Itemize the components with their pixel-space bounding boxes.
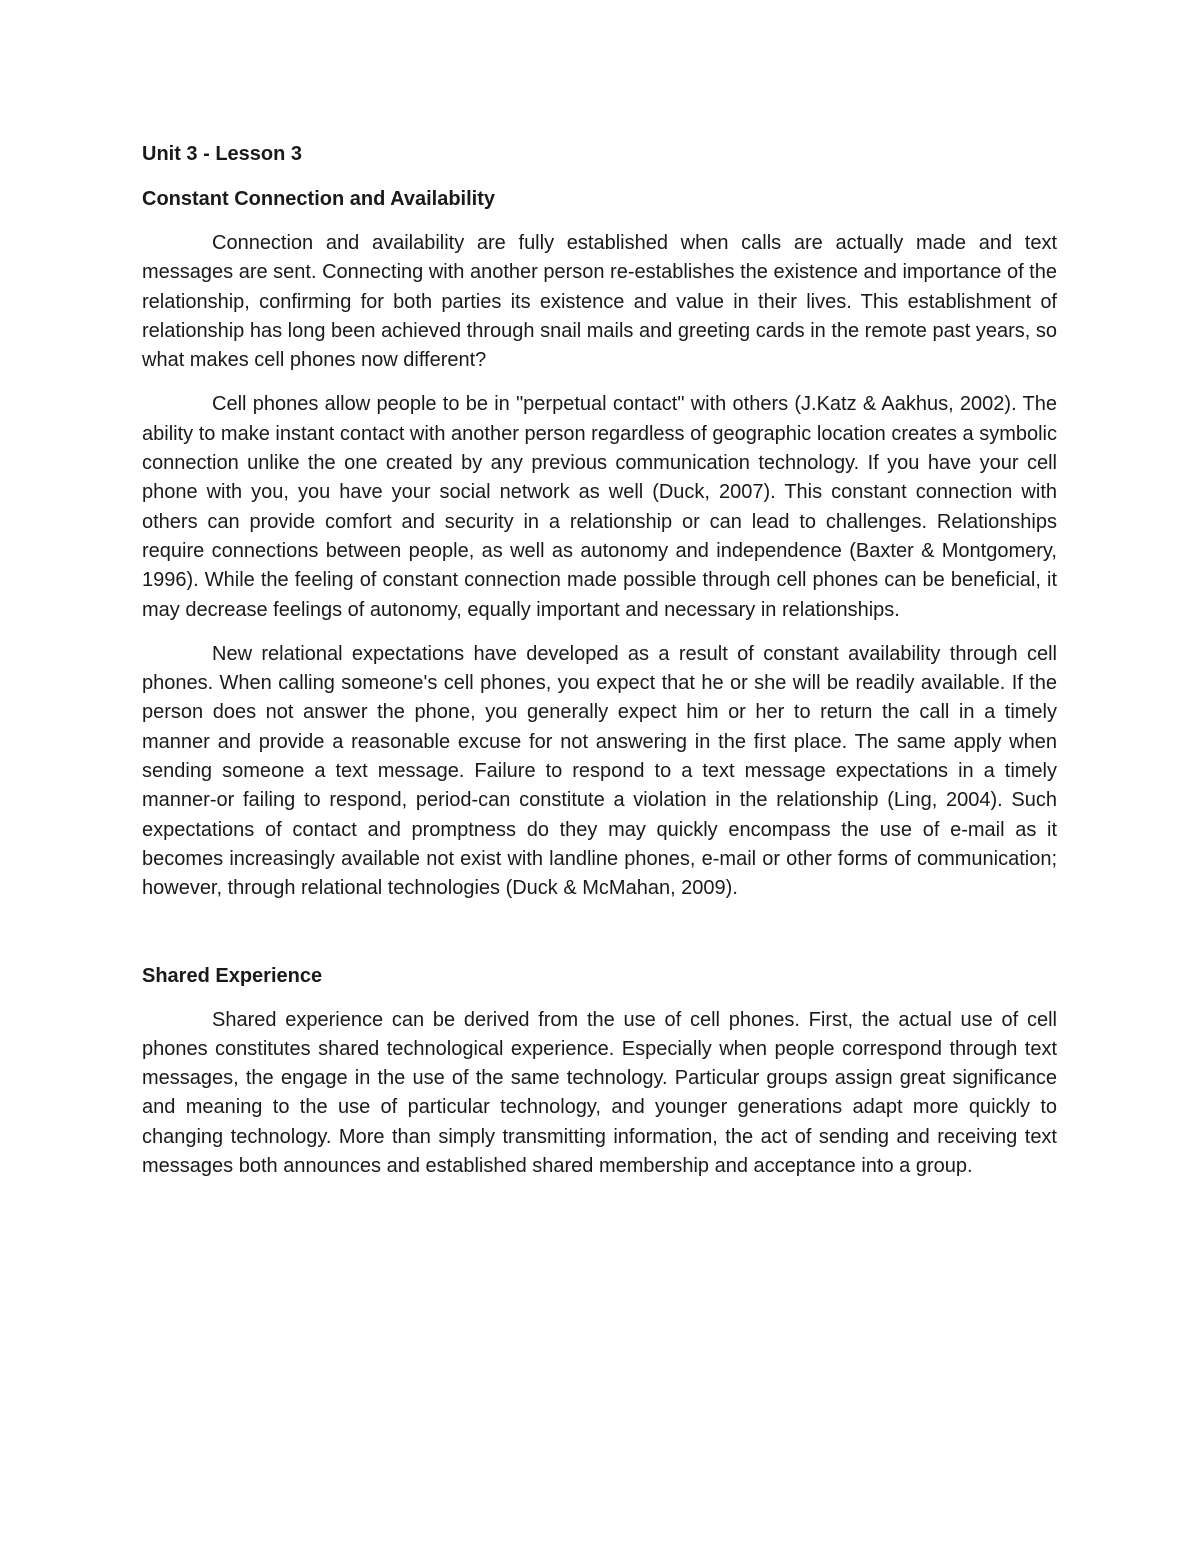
document-page bbox=[142, 140, 1057, 1196]
paragraph: New relational expectations have developed as a result of constant availability through cell phones. When calling someone's cell phones, you expect that he or she will be readily available. If the person does not answer the phone, you generally expect him or her to return the call in a timely manner and provide a reasonable excuse for not answering in the first place. The same apply when sending someone a text message. Failure to respond to a text message expectations in a timely manner-or failing to respond, period-can constitute a violation in the relationship (Ling, 2004). Such expectations of contact and promptness do they may quickly encompass the use of e-mail as it becomes increasingly available not exist with landline phones, e-mail or other forms of communication; however, through relational technologies (Duck & McMahan, 2009). bbox=[142, 642, 1057, 900]
unit-title: Unit 3 - Lesson 3 bbox=[142, 143, 303, 165]
section-heading-constant-connection: Constant Connection and Availability bbox=[142, 188, 495, 210]
paragraph: Cell phones allow people to be in "perpetual contact" with others (J.Katz & Aakhus, 2002). The ability to make instant contact with another person regardless of geographic location creates a symbolic connection unlike the one created by any previous communication technology. If you have your cell phone with you, you have your social network as well (Duck, 2007). This constant connection with others can provide comfort and security in a relationship or can lead to challenges. Relationships require connections between people, as well as autonomy and independence (Baxter & Montgomery, 1996). While the feeling of constant connection made possible through cell phones can be beneficial, it may decrease feelings of autonomy, equally important and necessary in relationships. bbox=[142, 393, 1057, 621]
section-heading-shared-experience: Shared Experience bbox=[142, 964, 323, 987]
paragraph: Shared experience can be derived from the use of cell phones. First, the actual use of cell phones constitutes shared technological experience. Especially when people correspond through text messages, the engage in the use of the same technology. Particular groups assign great significance and meaning to the use of particular technology, and younger generations adapt more quickly to changing technology. More than simply transmitting information, the act of sending and receiving text messages both announces and established shared membership and acceptance into a group. bbox=[142, 1008, 1057, 1178]
paragraph: Connection and availability are fully established when calls are actually made and text messages are sent. Connecting with another person re-establishes the existence and importance of the relationship, confirming for both parties its existence and value in their lives. This establishment of relationship has long been achieved through snail mails and greeting cards in the remote past years, so what makes cell phones now different? bbox=[142, 232, 1057, 372]
